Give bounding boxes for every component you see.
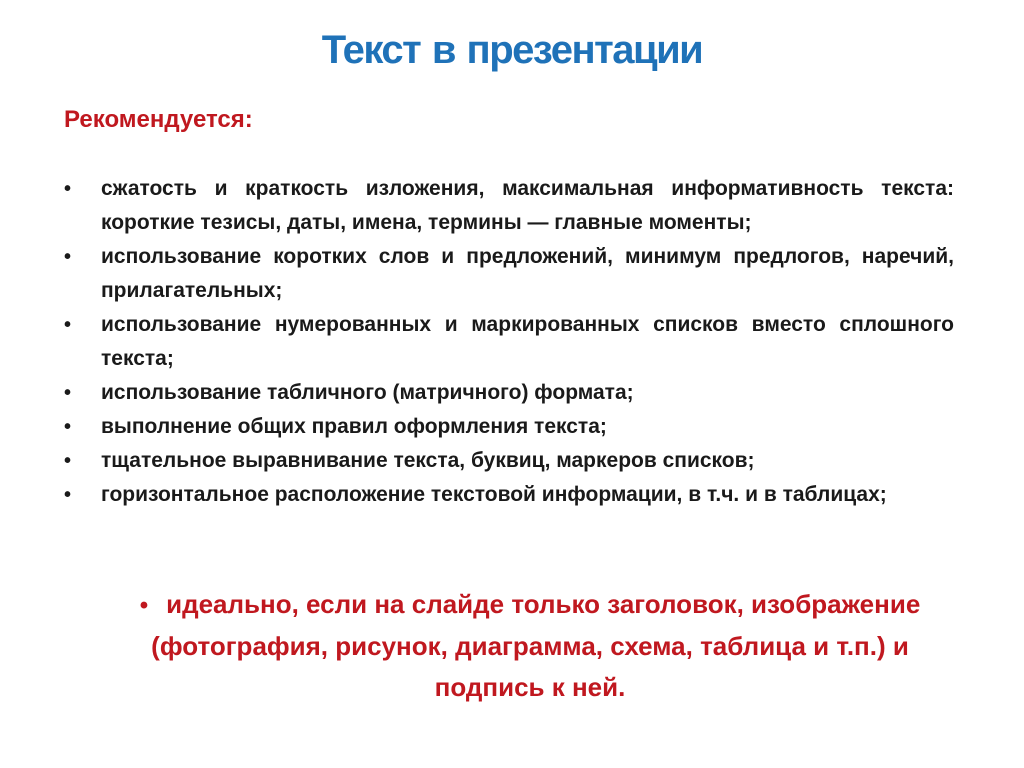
bullet-icon: • — [64, 450, 72, 472]
list-item-text: горизонтальное расположение текстовой информации, в т.ч. и в таблицах; — [101, 483, 887, 506]
bullet-list — [64, 172, 954, 512]
list-item — [64, 376, 954, 410]
list-item-text: использование коротких слов и предложений, минимум предлогов, наречий, прилагательных; — [101, 245, 954, 302]
bullet-icon: • — [64, 246, 72, 268]
list-item — [64, 240, 954, 308]
bullet-icon: • — [64, 178, 72, 200]
bullet-icon: • — [139, 592, 149, 619]
list-item — [64, 478, 954, 512]
slide-title: Текст в презентации — [321, 28, 703, 72]
slide-subtitle: Рекомендуется: — [64, 106, 253, 133]
list-item — [64, 410, 954, 444]
highlight-note — [100, 584, 960, 708]
highlight-text: идеально, если на слайде только заголовок, изображение (фотография, рисунок, диаграмма, схема, таблица и т.п.) и подпись к ней. — [151, 589, 921, 702]
bullet-icon: • — [64, 416, 72, 438]
bullet-icon: • — [64, 484, 72, 506]
list-item-text: тщательное выравнивание текста, буквиц, маркеров списков; — [101, 449, 755, 472]
list-item-text: использование табличного (матричного) формата; — [101, 381, 634, 404]
list-item-text: использование нумерованных и маркированных списков вместо сплошного текста; — [101, 313, 954, 370]
bullet-icon: • — [64, 314, 72, 336]
list-item — [64, 172, 954, 240]
list-item-text: выполнение общих правил оформления текста; — [101, 415, 607, 438]
list-item-text: сжатость и краткость изложения, максимальная информативность текста: короткие тезисы, даты, имена, термины — главные моменты; — [101, 177, 954, 234]
list-item — [64, 444, 954, 478]
list-item — [64, 308, 954, 376]
bullet-icon: • — [64, 382, 72, 404]
